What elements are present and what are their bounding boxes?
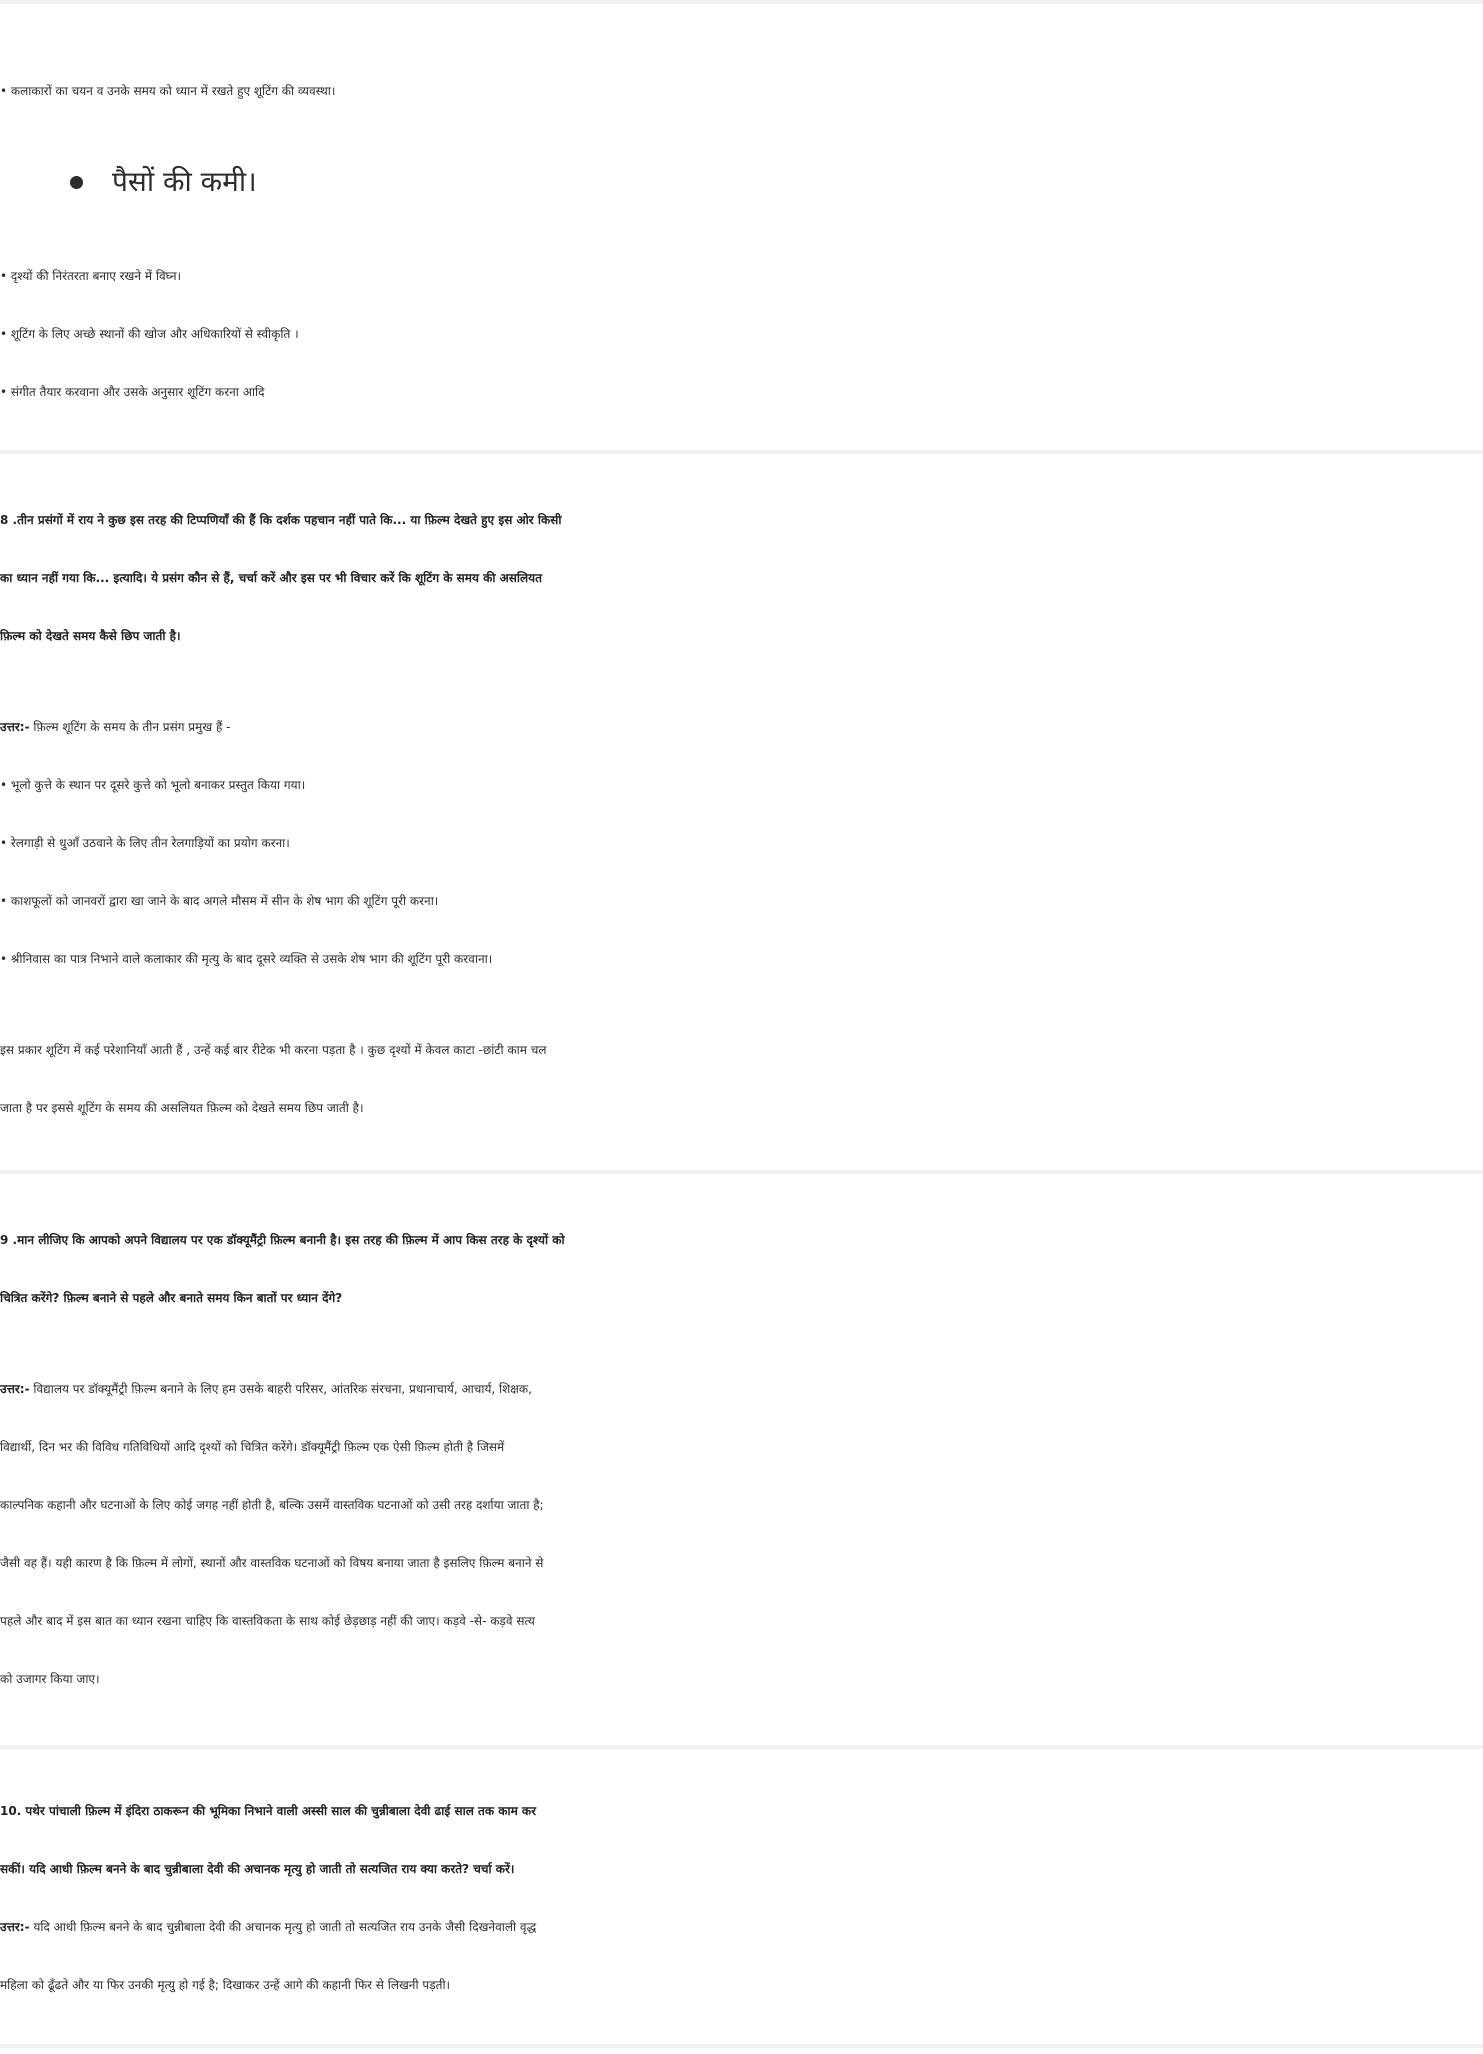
- answer-10-line: [0, 1898, 1483, 1956]
- answer-9-line: काल्पनिक कहानी और घटनाओं के लिए कोई जगह नहीं होती है, बल्कि उसमें वास्तविक घटनाओं को उसी तरह दर्शाया जाता है;: [0, 1498, 544, 1512]
- question-10-line: 10. पथेर पांचाली फ़िल्म में इंदिरा ठाकरून की भूमिका निभाने वाली अस्सी साल की चुन्नीबाला देवी ढाई साल तक काम कर: [0, 1804, 537, 1818]
- answer-9-line: जैसी वह हैं। यही कारण है कि फ़िल्म में लोगों, स्थानों और वास्तविक घटनाओं को विषय बनाया जाता है इसलिए फ़िल्म बनाने से: [0, 1556, 544, 1570]
- bottom-divider: [0, 2044, 1483, 2048]
- answer-9-line: पहले और बाद में इस बात का ध्यान रखना चाहिए कि वास्तविकता के साथ कोई छेड़छाड़ नहीं की जाए। कड़वे -से- कड़वे सत्य: [0, 1614, 535, 1628]
- answer-10-line: महिला को ढूँढते और या फिर उनकी मृत्यु हो गई है; दिखाकर उन्हें आगे की कहानी फिर से लिखनी पड़ती।: [0, 1978, 451, 1992]
- answer-9-line: [0, 1360, 1483, 1418]
- section-divider: [0, 1745, 1483, 1749]
- question-8-line: फ़िल्म को देखते समय कैसे छिप जाती है।: [0, 629, 181, 643]
- answer-9-line: को उजागर किया जाए।: [0, 1672, 100, 1686]
- indented-bullet-text: पैसों की कमी।: [112, 165, 257, 198]
- answer-label: उत्तर:-: [0, 1920, 30, 1934]
- answer-9-first-text: विद्यालय पर डॉक्यूमैंट्री फ़िल्म बनाने के लिए हम उसके बाहरी परिसर, आंतरिक संरचना, प्रधानाचार्य, आचार्य, शिक्षक,: [29, 1382, 532, 1396]
- answer-8-bullet: • भूलो कुत्ते के स्थान पर दूसरे कुत्ते को भूलो बनाकर प्रस्तुत किया गया।: [0, 778, 306, 792]
- answer-label: उत्तर:-: [0, 720, 30, 734]
- answer-8-conclusion: जाता है पर इससे शूटिंग के समय की असलियत फ़िल्म को देखते समय छिप जाती है।: [0, 1101, 364, 1115]
- answer-10-first-text: यदि आधी फ़िल्म बनने के बाद चुन्नीबाला देवी की अचानक मृत्यु हो जाती तो सत्यजित राय उनके जैसी दिखनेवाली वृद्ध: [29, 1920, 537, 1934]
- top-divider: [0, 0, 1483, 4]
- question-9-line: 9 .मान लीजिए कि आपको अपने विद्यालय पर एक डॉक्यूमैंट्री फ़िल्म बनानी है। इस तरह की फ़िल्म में आप किस तरह के दृश्यों को: [0, 1233, 565, 1247]
- answer-8-bullet: • श्रीनिवास का पात्र निभाने वाले कलाकार की मृत्यु के बाद दूसरे व्यक्ति से उसके शेष भाग की शूटिंग पूरी करवाना।: [0, 952, 493, 966]
- answer-8-intro: [0, 698, 1483, 756]
- section-divider: [0, 450, 1483, 454]
- answer-9-line: विद्यार्थी, दिन भर की विविध गतिविधियों आदि दृश्यों को चित्रित करेंगे। डॉक्यूमैंट्री फ़िल्म एक ऐसी फ़िल्म होती है जिसमें: [0, 1440, 505, 1454]
- question-10-line: सकीं। यदि आधी फ़िल्म बनने के बाद चुन्नीबाला देवी की अचानक मृत्यु हो जाती तो सत्यजित राय क्या करते? चर्चा करें।: [0, 1862, 515, 1876]
- question-8-line: का ध्यान नहीं गया कि... इत्यादि। ये प्रसंग कौन से हैं, चर्चा करें और इस पर भी विचार करें कि शूटिंग के समय की असलियत: [0, 571, 542, 585]
- question-8-line: 8 .तीन प्रसंगों में राय ने कुछ इस तरह की टिप्पणियाँ की हैं कि दर्शक पहचान नहीं पाते कि... या फ़िल्म देखते हुए इस ओर किसी: [0, 513, 562, 527]
- section-divider: [0, 1170, 1483, 1174]
- answer-label: उत्तर:-: [0, 1382, 30, 1396]
- answer-8-intro-text: फ़िल्म शूटिंग के समय के तीन प्रसंग प्रमुख हैं -: [29, 720, 231, 734]
- question-9-line: चित्रित करेंगे? फ़िल्म बनाने से पहले और बनाते समय किन बातों पर ध्यान देंगे?: [0, 1291, 343, 1305]
- bullet-line: • दृश्यों की निरंतरता बनाए रखने में विघ्न।: [0, 269, 182, 283]
- answer-8-bullet: • काशफूलों को जानवरों द्वारा खा जाने के बाद अगले मौसम में सीन के शेष भाग की शूटिंग पूरी करना।: [0, 894, 439, 908]
- bullet-line: • शूटिंग के लिए अच्छे स्थानों की खोज और अधिकारियों से स्वीकृति ।: [0, 327, 299, 341]
- bullet-line: • संगीत तैयार करवाना और उसके अनुसार शूटिंग करना आदि: [0, 385, 265, 399]
- answer-8-conclusion: इस प्रकार शूटिंग में कई परेशानियाँ आती हैं , उन्हें कई बार रीटेक भी करना पड़ता है । कुछ दृश्यों में केवल काटा -छांटी काम चल: [0, 1043, 547, 1057]
- bullet-line: • कलाकारों का चयन व उनके समय को ध्यान में रखते हुए शूटिंग की व्यवस्था।: [0, 84, 336, 98]
- answer-8-bullet: • रेलगाड़ी से धुआँ उठवाने के लिए तीन रेलगाड़ियों का प्रयोग करना।: [0, 836, 290, 850]
- bullet-dot-icon: [70, 176, 83, 189]
